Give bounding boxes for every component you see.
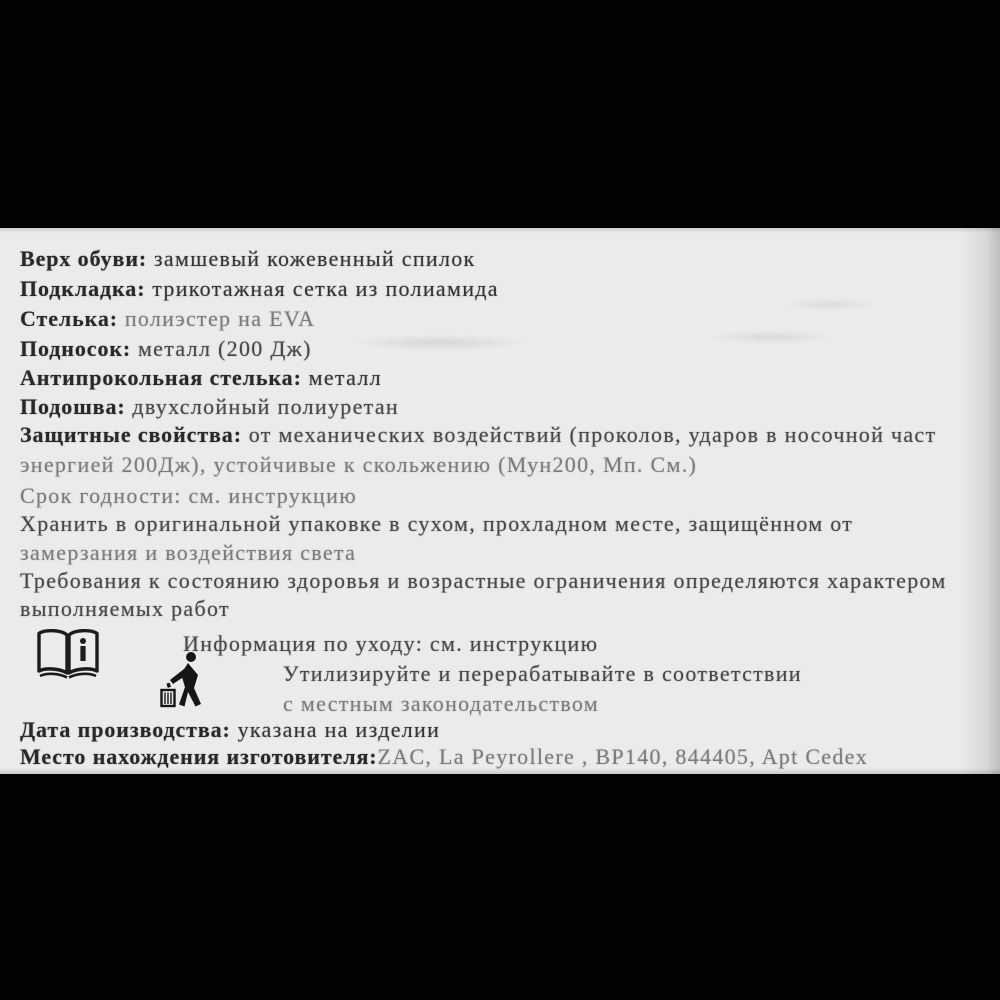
field-value: с местным законодательством [283, 691, 600, 716]
field-value: Утилизируйте и перерабатывайте в соответствии [283, 661, 802, 686]
field-value: полиэстер на EVA [118, 306, 316, 331]
field-value: металл (200 Дж) [131, 336, 312, 361]
field-value: выполняемых работ [20, 596, 230, 621]
field-value: Информация по уходу: см. инструкцию [183, 631, 599, 656]
field-value: ZAC, La Peyrollere , BP140, 844405, Apt Cedex [377, 744, 869, 769]
field-label: Дата производства: [20, 717, 231, 742]
spec-line-outsole [20, 394, 399, 420]
care-booklet-icon [33, 626, 103, 682]
health-requirements-line-1 [20, 568, 947, 594]
spec-line-protective-1 [20, 422, 936, 448]
spec-line-upper [20, 246, 476, 272]
field-value: трикотажная сетка из полиамида [145, 276, 499, 301]
field-value: Срок годности: см. инструкцию [20, 483, 357, 508]
spec-line-toecap [20, 336, 312, 362]
field-value: металл [301, 365, 382, 390]
field-label: Стелька: [20, 306, 119, 331]
spec-line-insole [20, 306, 315, 332]
field-label: Подкладка: [20, 276, 146, 301]
field-value: указана на изделии [230, 717, 441, 742]
field-label: Подносок: [20, 336, 132, 361]
health-requirements-line-2 [20, 596, 230, 622]
storage-line-2 [20, 540, 356, 566]
storage-line-1 [20, 511, 853, 537]
field-label: Защитные свойства: [20, 422, 242, 447]
field-value: Хранить в оригинальной упаковке в сухом, прохладном месте, защищённом от [20, 511, 854, 536]
field-value: двухслойный полиуретан [125, 394, 399, 419]
field-label: Верх обуви: [20, 246, 148, 271]
field-label: Место нахождения изготовителя: [20, 744, 378, 769]
recycle-line-2 [283, 691, 599, 717]
tidyman-icon [158, 650, 210, 710]
field-label: Подошва: [20, 394, 126, 419]
recycle-line-1 [283, 661, 802, 687]
care-info-line [183, 631, 598, 657]
field-value: от механических воздействий (проколов, ударов в носочной част [241, 422, 937, 447]
product-label [0, 228, 1000, 774]
field-value: энергией 200Дж), устойчивые к скольжению (Мун200, Мп. См.) [20, 452, 698, 477]
spec-line-lining [20, 276, 499, 302]
field-value: Требования к состоянию здоровья и возрастные ограничения определяются характером [20, 568, 947, 593]
field-value: замшевый кожевенный спилок [147, 246, 476, 271]
spec-line-puncture-insole [20, 365, 382, 391]
manufacturer-address-line [20, 744, 868, 770]
field-value: замерзания и воздействия света [20, 540, 357, 565]
spec-line-protective-2 [20, 452, 697, 478]
field-label: Антипрокольная стелька: [20, 365, 302, 390]
shelf-life-line [20, 483, 357, 509]
production-date-line [20, 717, 440, 743]
